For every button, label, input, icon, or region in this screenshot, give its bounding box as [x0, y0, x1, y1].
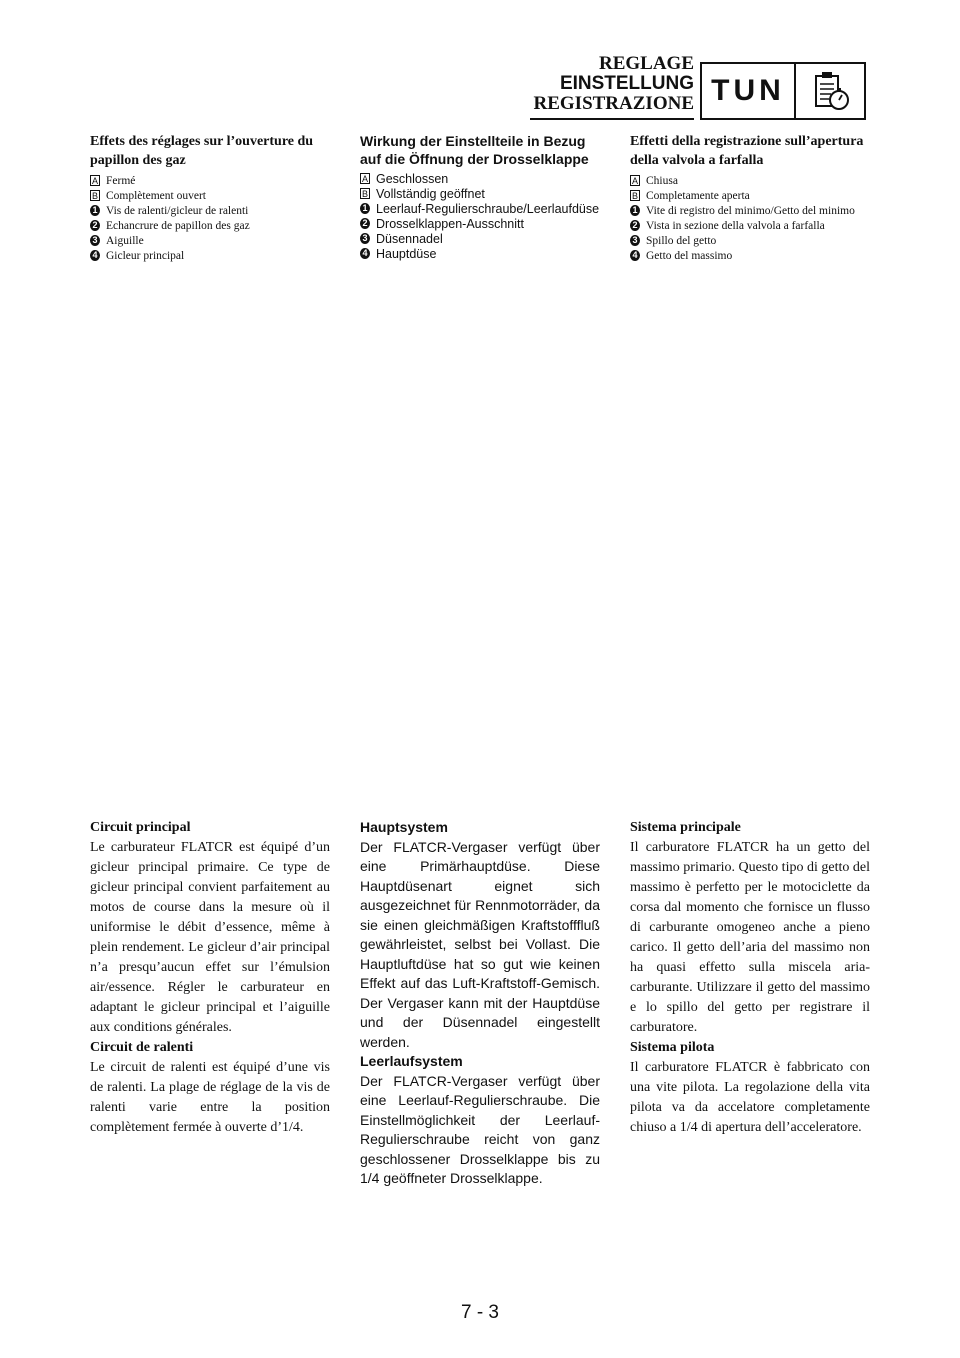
legend-text: Vite di registro del minimo/Getto del minimo — [646, 205, 855, 217]
chapter-tab — [700, 62, 866, 120]
french-legend-title: Effets des réglages sur l’ouverture du papillon des gaz — [90, 134, 314, 168]
legend-text: Chiusa — [646, 175, 678, 187]
legend-marker: 3 — [360, 233, 370, 244]
legend-text: Drosselklappen-Ausschnitt — [376, 217, 524, 231]
legend-text: Vis de ralenti/gicleur de ralenti — [106, 205, 249, 217]
legend-item — [360, 232, 600, 246]
legend-item — [90, 189, 330, 203]
legend-marker: 4 — [360, 248, 370, 259]
italian-legend-block — [630, 132, 870, 264]
french-main-title: Circuit principal — [90, 820, 191, 835]
legend-text: Hauptdüse — [376, 247, 437, 261]
legend-marker: A — [91, 176, 98, 186]
legend-item — [360, 202, 600, 216]
legend-marker: 2 — [360, 218, 370, 229]
legend-item — [360, 247, 600, 261]
legend-marker: 1 — [360, 203, 370, 214]
title-german: EINSTELLUNG — [559, 73, 694, 94]
legend-text: Vollständig geöffnet — [376, 187, 485, 201]
legend-marker: A — [361, 174, 368, 184]
legend-text: Vista in sezione della valvola a farfalla — [646, 220, 825, 232]
french-legend-block — [90, 132, 330, 264]
legend-item — [90, 249, 330, 263]
italian-main-title: Sistema principale — [630, 820, 741, 835]
legend-item — [630, 249, 870, 263]
german-legend-title: Wirkung der Einstellteile in Bezug auf die Öffnung der Drosselklappe — [360, 133, 589, 167]
chapter-code: TUN — [702, 64, 796, 118]
legend-item — [360, 172, 600, 186]
legend-marker: A — [631, 176, 638, 186]
title-french: REGLAGE — [598, 53, 694, 74]
section-titles — [534, 54, 695, 114]
header-rule — [530, 118, 694, 120]
legend-item — [630, 189, 870, 203]
german-idle-title: Leerlaufsystem — [360, 1053, 463, 1069]
german-legend-list — [360, 172, 600, 261]
legend-marker: 2 — [90, 220, 100, 231]
clipboard-stopwatch-icon — [796, 64, 864, 118]
legend-text: Echancrure de papillon des gaz — [106, 220, 250, 232]
italian-legend-list — [630, 174, 870, 263]
legend-item — [90, 234, 330, 248]
legend-item — [630, 234, 870, 248]
legend-item — [90, 219, 330, 233]
legend-item — [630, 219, 870, 233]
legend-marker: B — [631, 191, 638, 201]
german-body — [360, 818, 600, 1189]
legend-text: Complètement ouvert — [106, 190, 206, 202]
legend-text: Gicleur principal — [106, 250, 185, 262]
legend-text: Geschlossen — [376, 172, 449, 186]
french-legend-list — [90, 174, 330, 263]
french-idle-text: Le circuit de ralenti est équipé d’une vis de ralenti. La plage de réglage de la vis de ralenti varie entre la position complètement fermée à ouverte d’1/4. — [90, 1060, 330, 1135]
french-main-text: Le carburateur FLATCR est équipé d’un gicleur principal primaire. Ce type de gicleur principal convient parfaitement au motos de course dans la mesure où il uniformise le débit d’essence, même à plein rendement. Le gicleur d’air principal n’a presqu’aucun effet sur l’émulsion air/essence. Régler le carburateur en adaptant le gicleur principal et l’aiguille aux conditions générales. — [90, 840, 330, 1035]
legend-marker: 1 — [630, 205, 640, 216]
page-number: 7 - 3 — [460, 1302, 500, 1323]
legend-text: Fermé — [106, 175, 136, 187]
legend-item — [90, 204, 330, 218]
title-italian: REGISTRAZIONE — [533, 93, 694, 114]
german-legend-block — [360, 132, 600, 262]
german-idle-text: Der FLATCR-Vergaser verfügt über eine Leerlauf-Regulierschraube. Die Einstellmöglichkeit der Leerlauf-Regulierschraube reicht von ganz geschlossener Drosselklappe bis zu 1/4 geöffneter Drosselklappe. — [360, 1072, 600, 1186]
legend-text: Completamente aperta — [646, 190, 750, 202]
italian-idle-text: Il carburatore FLATCR è fabbricato con una vite pilota. La regolazione della vita pilota va da accelatore completamente chiuso a 1/4 di apertura dell’acceleratore. — [630, 1060, 870, 1135]
legend-marker: B — [361, 189, 368, 199]
legend-text: Spillo del getto — [646, 235, 717, 247]
french-idle-title: Circuit de ralenti — [90, 1040, 194, 1055]
legend-item — [360, 217, 600, 231]
legend-marker: 2 — [630, 220, 640, 231]
italian-main-text: Il carburatore FLATCR ha un getto del massimo primario. Questo tipo di getto del massimo è perfetto per le motociclette da corsa dal momento che fornisce un flusso di carburante omogeneo anche a pieno carico. Il getto dell’aria del massimo non ha quasi effetto sulla miscela aria-carburante. Utilizzare il getto del massimo e lo spillo del getto per registrare il carburatore. — [630, 840, 870, 1035]
legend-marker: 1 — [90, 205, 100, 216]
legend-item — [360, 187, 600, 201]
italian-idle-title: Sistema pilota — [630, 1040, 715, 1055]
german-main-text: Der FLATCR-Vergaser verfügt über eine Primärhauptdüse. Diese Hauptdüsenart eignet sich ausgezeichnet für Rennmotorräder, da sie einen gleichmäßigen Kraftstofffluß gewährleistet, selbst bei Vollast. Die Hauptluftdüse hat so gut wie keinen Effekt auf das Luft-Kraftstoff-Gemisch. Der Vergaser kann mit der Hauptdüse und der Düsennadel eingestellt werden. — [360, 838, 600, 1050]
legend-marker: B — [91, 191, 98, 201]
legend-item — [630, 174, 870, 188]
legend-text: Aiguille — [106, 235, 144, 247]
legend-marker: 4 — [90, 250, 100, 261]
legend-item — [90, 174, 330, 188]
legend-marker: 4 — [630, 250, 640, 261]
legend-text: Leerlauf-Regulierschraube/Leerlaufdüse — [376, 202, 600, 216]
french-body — [90, 818, 330, 1138]
legend-text: Getto del massimo — [646, 250, 733, 262]
legend-text: Düsennadel — [376, 232, 443, 246]
legend-item — [630, 204, 870, 218]
legend-marker: 3 — [630, 235, 640, 246]
legend-marker: 3 — [90, 235, 100, 246]
german-main-title: Hauptsystem — [360, 819, 448, 835]
italian-body — [630, 818, 870, 1138]
italian-legend-title: Effetti della registrazione sull’apertura della valvola a farfalla — [630, 134, 864, 168]
